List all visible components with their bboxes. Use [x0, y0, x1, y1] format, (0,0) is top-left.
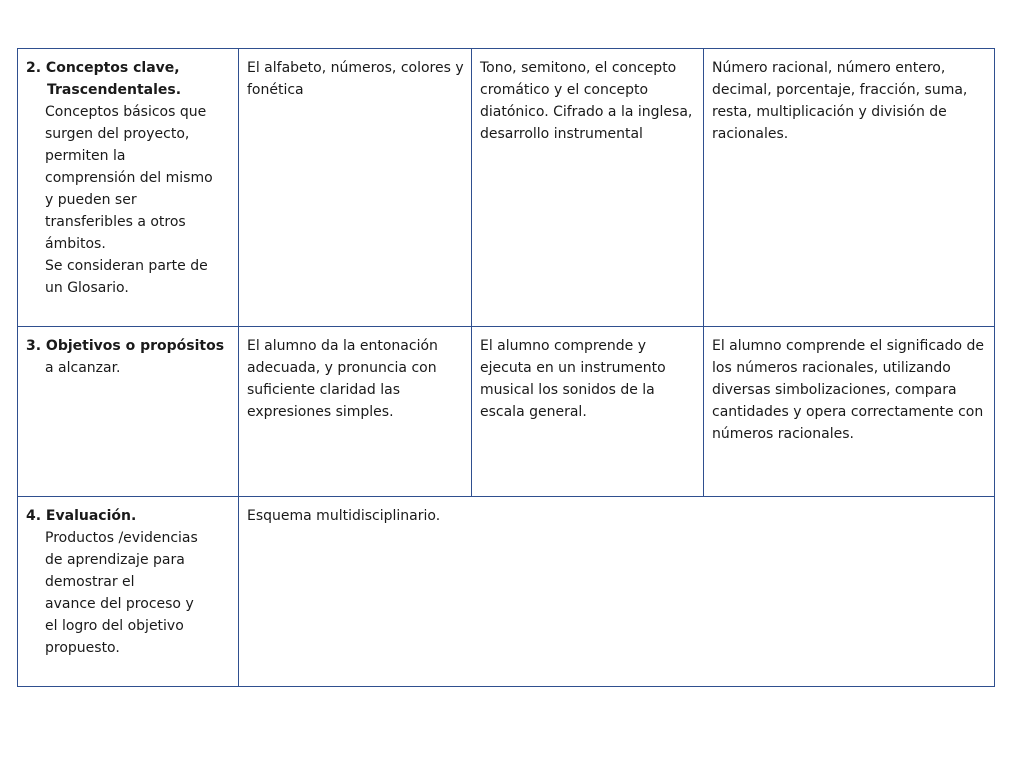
cell-language: El alfabeto, números, colores y fonética	[239, 49, 472, 327]
row-label-title-2: Trascendentales.	[47, 82, 182, 98]
cell-music: El alumno comprende y ejecuta en un instrumento musical los sonidos de la escala general.	[472, 327, 704, 497]
row-label-objectives	[18, 327, 239, 497]
row-label-description: Productos /evidencias de aprendizaje para demostrar el avance del proceso y el logro del objetivo propuesto.	[45, 530, 198, 656]
table-row-key-concepts	[18, 49, 995, 327]
cell-evaluation-scheme: Esquema multidisciplinario.	[239, 497, 995, 687]
table-row-objectives	[18, 327, 995, 497]
table-row-evaluation	[18, 497, 995, 687]
cell-language: El alumno da la entonación adecuada, y pronuncia con suficiente claridad las expresiones simples.	[239, 327, 472, 497]
row-label-title: 3. Objetivos o propósitos	[26, 338, 225, 354]
planning-table	[17, 48, 995, 687]
row-label-title: 2. Conceptos clave,	[26, 60, 180, 76]
cell-music: Tono, semitono, el concepto cromático y el concepto diatónico. Cifrado a la inglesa, desarrollo instrumental	[472, 49, 704, 327]
row-label-title: 4. Evaluación.	[26, 508, 137, 524]
row-label-evaluation	[18, 497, 239, 687]
row-label-description: Conceptos básicos que surgen del proyecto, permiten la comprensión del mismo y pueden ser transferibles a otros ámbitos. Se consideran parte de un Glosario.	[45, 104, 213, 296]
cell-math: Número racional, número entero, decimal, porcentaje, fracción, suma, resta, multiplicación y división de racionales.	[704, 49, 995, 327]
row-label-description: a alcanzar.	[45, 360, 121, 376]
row-label-key-concepts	[18, 49, 239, 327]
cell-math: El alumno comprende el significado de los números racionales, utilizando diversas simbolizaciones, compara cantidades y opera correctamente con números racionales.	[704, 327, 995, 497]
